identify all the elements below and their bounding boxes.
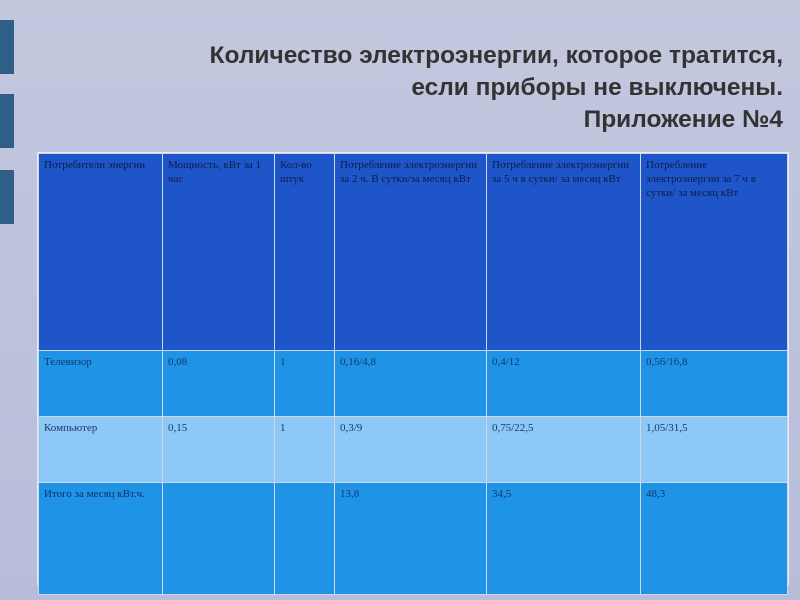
table-cell — [163, 483, 275, 595]
table-cell: Итого за месяц кВт.ч. — [39, 483, 163, 595]
title-line: Количество электроэнергии, которое тратится, — [209, 42, 783, 69]
column-header: Кол-во штук — [275, 154, 335, 351]
table-cell: 0,3/9 — [335, 417, 487, 483]
consumption-table — [38, 153, 788, 595]
column-header: Потребители энергии — [39, 154, 163, 351]
table-cell: 34,5 — [487, 483, 641, 595]
table-header-row — [39, 154, 788, 351]
accent-bar — [0, 94, 14, 148]
table-cell: 0,15 — [163, 417, 275, 483]
slide-title — [60, 40, 783, 136]
table-cell: 0,56/16,8 — [641, 351, 788, 417]
title-line: если приборы не выключены. — [411, 74, 783, 101]
table-cell: 0,16/4,8 — [335, 351, 487, 417]
table-cell: 0,08 — [163, 351, 275, 417]
consumption-table-container — [37, 152, 789, 585]
column-header: Потребление электроэнергии за 5 ч в сутки/ за месяц кВт — [487, 154, 641, 351]
column-header: Мощность, кВт за 1 час — [163, 154, 275, 351]
column-header: Потребление электроэнергии за 2 ч. В сутки/за месяц кВт — [335, 154, 487, 351]
title-line: Приложение №4 — [583, 106, 783, 133]
accent-bar — [0, 20, 14, 74]
column-header: Потребление электроэнергии за 7 ч в сутки/ за месяц кВт — [641, 154, 788, 351]
table-cell: 0,4/12 — [487, 351, 641, 417]
table-cell: 1 — [275, 351, 335, 417]
table-cell: 1,05/31,5 — [641, 417, 788, 483]
accent-bar — [0, 170, 14, 224]
table-cell — [275, 483, 335, 595]
table-row-total — [39, 483, 788, 595]
table-cell: 1 — [275, 417, 335, 483]
table-row — [39, 351, 788, 417]
table-cell: 13,8 — [335, 483, 487, 595]
table-cell: Компьютер — [39, 417, 163, 483]
table-cell: Телевизор — [39, 351, 163, 417]
table-cell: 0,75/22,5 — [487, 417, 641, 483]
table-cell: 48,3 — [641, 483, 788, 595]
table-row — [39, 417, 788, 483]
